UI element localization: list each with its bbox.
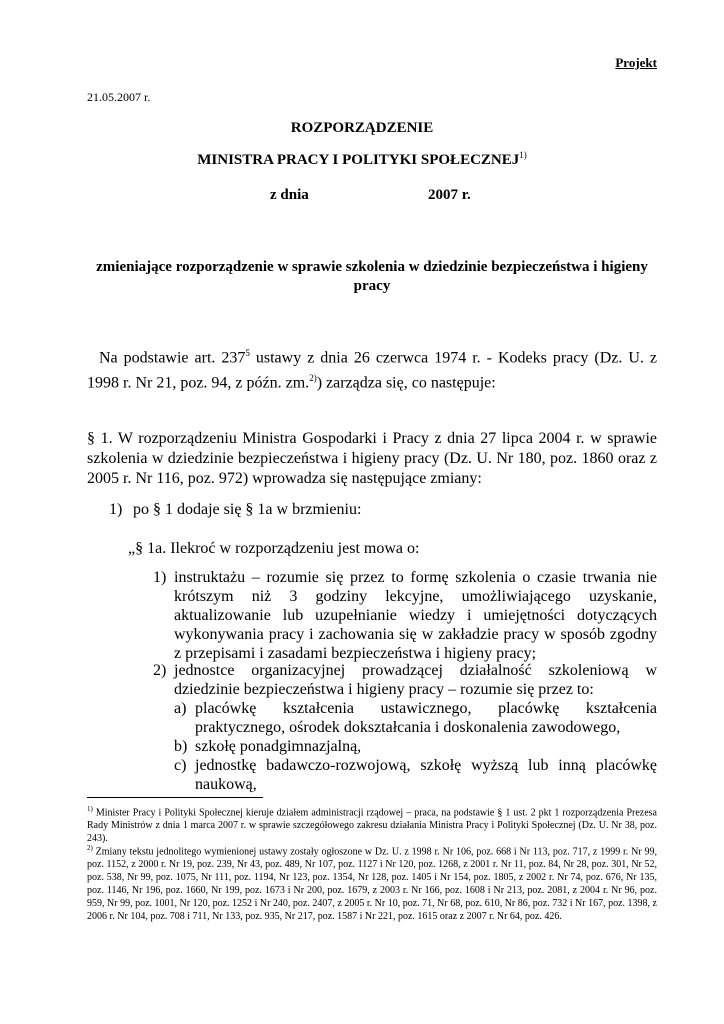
subitem-letter: b) (174, 738, 188, 755)
legal-basis-paragraph (87, 343, 657, 394)
definition-number: 2) (153, 662, 167, 679)
issuing-authority (0, 150, 724, 169)
date-label: z dnia (270, 187, 309, 203)
footnote-mark: 1) (87, 805, 93, 813)
definition-item (153, 568, 657, 663)
definition-text: instruktażu – rozumie się przez to formę szkolenia o czasie trwania nie krótszym niż 3 godziny lekcyjne, umożliwiającego uzyskanie, aktualizowanie lub uzupełnianie wiedzy i umiejętności dotyczących wykonywania pracy i zachowania się w zakładzie pracy w sposób zgodny z przepisami i zasadami bezpieczeństwa i higieny pracy; (174, 569, 657, 662)
subitem (174, 756, 657, 794)
definition-text: jednostce organizacyjnej prowadzącej działalność szkoleniową w dziedzinie bezpieczeństwa i higieny pracy – rozumie się przez to: (174, 662, 657, 698)
amendment-item-text: po § 1 dodaje się § 1a w brzmieniu: (133, 501, 362, 518)
regulation-subject: zmieniające rozporządzenie w sprawie szkolenia w dziedzinie bezpieczeństwa i higieny pracy (96, 259, 648, 294)
issuing-authority-text: MINISTRA PRACY I POLITYKI SPOŁECZNEJ (197, 152, 520, 168)
section-1-paragraph: § 1. W rozporządzeniu Ministra Gospodarki i Pracy z dnia 27 lipca 2004 r. w sprawie szkolenia w dziedzinie bezpieczeństwa i higieny pracy (Dz. U. Nr 180, poz. 1860 oraz z 2005 r. Nr 116, poz. 972) wprowadza się następujące zmiany: (87, 430, 657, 487)
subitem-letter: a) (174, 700, 187, 717)
subitem (174, 737, 657, 756)
date-year: 2007 r. (428, 187, 471, 203)
footnote-text: Minister Pracy i Polityki Społecznej kieruje działem administracji rządowej – praca, na podstawie § 1 ust. 2 pkt 1 rozporządzenia Prezesa Rady Ministrów z dnia 1 marca 2007 r. w sprawie szczegółowego zakresu działania Ministra Pracy i Polityki Społecznej (Dz. U. Nr 38, poz. 243). (87, 807, 657, 845)
legal-basis-text-2: ustawy z dnia 26 czerwca 1974 r. - Kodeks pracy (Dz. U. z 1998 r. Nr 21, poz. 94, z późn. zm. (87, 349, 657, 392)
footnote-ref-2: 2) (309, 373, 317, 384)
definition-item (153, 661, 657, 699)
footnote-mark: 2) (87, 844, 93, 852)
footnote-ref-1: 1) (519, 150, 527, 160)
quoted-section-intro: „§ 1a. Ilekroć w rozporządzeniu jest mowa o: (128, 540, 420, 557)
document-date: 21.05.2007 r. (87, 90, 151, 104)
projekt-label: Projekt (615, 55, 657, 70)
subitem-text: jednostkę badawczo-rozwojową, szkołę wyższą lub inną placówkę naukową, (195, 757, 657, 793)
amendment-item-number: 1) (109, 501, 123, 518)
document-title: ROZPORZĄDZENIE (290, 120, 434, 136)
footnote-separator (87, 797, 263, 798)
definition-number: 1) (153, 569, 167, 586)
legal-basis-text-3: ) zarządza się, co następuje: (316, 374, 496, 392)
footnote-1 (87, 803, 657, 845)
footnote-2 (87, 842, 657, 923)
legal-basis-text-1: Na podstawie art. 237 (99, 349, 246, 367)
footnote-text: Zmiany tekstu jednolitego wymienionej ustawy zostały ogłoszone w Dz. U. z 1998 r. Nr 106, poz. 668 i Nr 113, poz. 717, z 1999 r. Nr 99, poz. 1152, z 2000 r. Nr 19, poz. 239, Nr 43, poz. 489, Nr 107, poz. 1127 i Nr 120, poz. 1268, z 2001 r. Nr 11, poz. 84, Nr 28, poz. 301, Nr 52, poz. 538, Nr 99, poz. 1075, Nr 111, poz. 1194, Nr 123, poz. 1354, Nr 128, poz. 1405 i Nr 154, poz. 1805, z 2002 r. Nr 74, poz. 676, Nr 135, poz. 1146, Nr 196, poz. 1660, Nr 199, poz. 1673 i Nr 200, poz. 1679, z 2003 r. Nr 166, poz. 1608 i Nr 213, poz. 2081, z 2004 r. Nr 96, poz. 959, Nr 99, poz. 1001, Nr 120, poz. 1252 i Nr 240, poz. 2407, z 2005 r. Nr 10, poz. 71, Nr 68, poz. 610, Nr 86, poz. 732 i Nr 167, poz. 1398, z 2006 r. Nr 104, poz. 708 i 711, Nr 133, poz. 935, Nr 217, poz. 1587 i Nr 221, poz. 1615 oraz z 2007 r. Nr 64, poz. 426. (87, 846, 657, 923)
subitem (174, 699, 657, 737)
article-superscript: 5 (245, 348, 250, 358)
subitem-text: szkołę ponadgimnazjalną, (195, 738, 362, 755)
subitem-letter: c) (174, 757, 187, 774)
amendment-item-1 (109, 500, 361, 520)
subitem-text: placówkę kształcenia ustawicznego, placówkę kształcenia praktycznego, ośrodek dokształcania i doskonalenia zawodowego, (195, 700, 657, 736)
